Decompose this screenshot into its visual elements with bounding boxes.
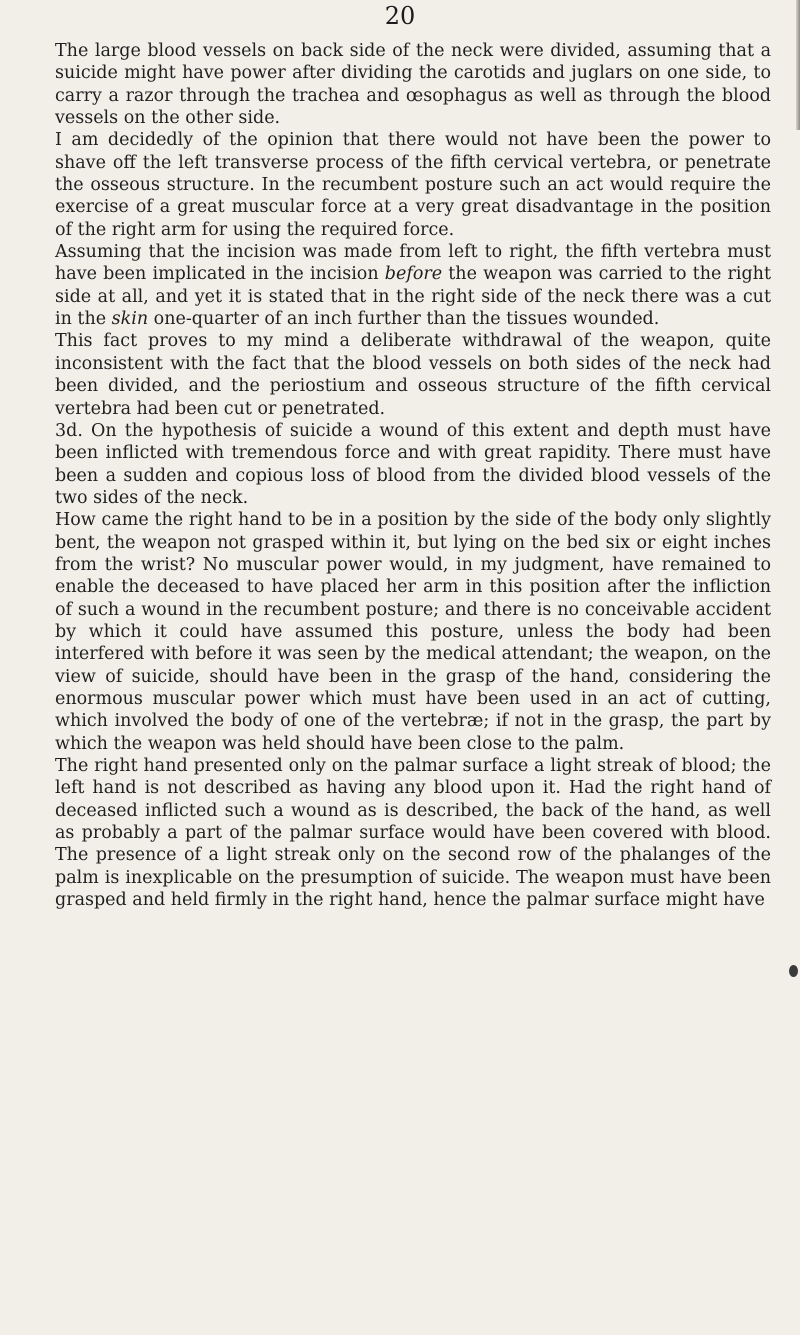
paragraph [55,420,771,509]
text-run: I am decidedly of the opinion that there would not have been the power to shave off the left transverse process of the fifth cervical vertebra, or penetrate the osseous structure. In the recumbent posture such an act would require the exercise of a great muscular force at a very great disadvantage in the position of the right arm for using the required force. [55,130,771,240]
paragraph [55,330,771,419]
paragraph [55,129,771,241]
paragraph [55,755,771,911]
body-text [55,40,771,911]
page-number: 20 [384,2,416,30]
text-run: This fact proves to my mind a deliberate withdrawal of the weapon, quite inconsistent with the fact that the blood vessels on both sides of the neck had been divided, and the periostium and osseous structure of the fifth cervical vertebra had been cut or penetrated. [55,331,771,419]
text-run: one-quarter of an inch further than the tissues wounded. [148,309,660,330]
paragraph [55,40,771,129]
italic-text: before [384,264,443,285]
text-run: How came the right hand to be in a position by the side of the body only slightly bent, the weapon not grasped within it, but lying on the bed six or eight inches from the wrist? No muscular power would, in my judgment, have remained to enable the deceased to have placed her arm in this position after the infliction of such a wound in the recumbent posture; and there is no conceivable accident by which it could have assumed this posture, unless the body had been interfered with before it was seen by the medical attendant; the weapon, on the view of suicide, should have been in the grasp of the hand, considering the enormous muscular power which must have been used in an act of cutting, which involved the body of one of the vertebræ; if not in the grasp, the part by which the weapon was held should have been close to the palm. [55,510,771,754]
paragraph [55,241,771,330]
text-run: the weapon was carried to the right side at all, and yet it is stated that in the right side of the neck there was a cut in the [55,264,771,330]
margin-ink-mark [789,965,798,977]
text-run: 3d. On the hypothesis of suicide a wound of this extent and depth must have been inflicted with tremendous force and with great rapidity. There must have been a sudden and copious loss of blood from the divided blood vessels of the two sides of the neck. [55,420,771,508]
page-edge-shadow [796,0,800,130]
text-run: The right hand presented only on the palmar surface a light streak of blood; the left hand is not described as having any blood upon it. Had the right hand of deceased inflicted such a wound as is described, the back of the hand, as well as probably a part of the palmar surface would have been covered with blood. The presence of a light streak only on the second row of the phalanges of the palm is inexplicable on the presumption of suicide. The weapon must have been grasped and held firmly in the right hand, hence the palmar surface might have [55,756,771,911]
italic-text: skin [111,309,149,330]
text-run: Assuming that the incision was made from left to right, the fifth vertebra must have been implicated in the incision [55,242,771,285]
paragraph [55,509,771,755]
text-run: The large blood vessels on back side of the neck were divided, assuming that a suicide might have power after dividing the carotids and juglars on one side, to carry a razor through the trachea and œsophagus as well as through the blood vessels on the other side. [55,41,771,129]
